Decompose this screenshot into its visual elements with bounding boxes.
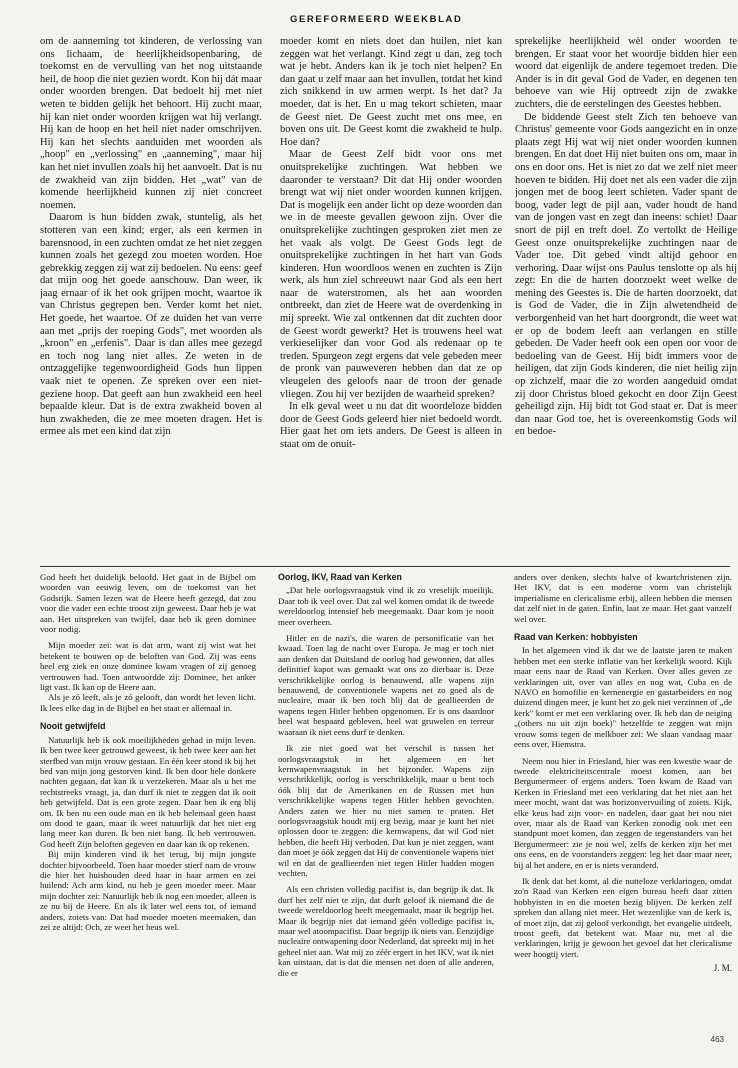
paragraph: De biddende Geest stelt Zich ten behoeve van Christus' gemeente voor Gods aangezicht en in onze plaats zegt Hij wat wij niet onder woorden kunnen brengen. En dat doet Hij niet buiten ons om, maar in ons en door ons. Het is niet zo dat we zelf niet meer hoeven te bidden. Hij doet net als een vader die zijn jongen met de boog leert schieten. Vader spant de boog, vader legt de pijl aan, vader houdt de hand van de jongen vast en zegt dan ineens: schiet! Daar snort de pijl en treft doel. Zo vertolkt de Heilige Geest onze onuitsprekelijke zuchtingen naar de Vader toe. Dit gebed vindt altijd gehoor en verhoring. Daar wijst ons Paulus tenslotte op als hij zegt: En die de harten doorzoekt weet welke de mening des Geestes is. Die de harten doorzoekt, dat is God de Vader, die in Zijn alwetendheid de verborgenheid van het hart doorgrondt, die weet wat er op de bodem leeft aan verlangen en stille gebeden. De Vader heeft ook een open oor voor de bedoeling van de Geest. Hij bidt immers voor de heiligen, dat zijn Gods kinderen, die niet heilig zijn op zichzelf, maar die zo worden aangeduid omdat zij door Christus bloed gekocht en door Zijn Geest geheiligd zijn. Hij bidt tot God staat er. Dat is meer dan naar God toe, het is overeenkomstig Gods wil en bedoe- [515,111,737,438]
paragraph: Natuurlijk heb ik ook moeilijkheden gehad in mijn leven. Ik ben twee keer getrouwd geweest, ik heb twee keer aan het sterfbed van mijn vrouw gestaan. En één keer stond ik bij het bed van mijn jong gestorven kind. Ik ben door hele donkere nachten gegaan, dat kan ik u verzekeren. Maar als u het me rechtstreeks vraagt, ja, dan durf ik niet te zeggen dat ik ooit heb getwijfeld. Dat is een grote zegen. Daar ben ik erg blij om. Ik ben nu een oude man en ik heb helemaal geen haast om dood te gaan, maar ik weet natuurlijk dat het niet erg lang meer kan duren. Ik ben niet bang. Ik heb vertrouwen. God heeft Zijn beloften gegeven en daar kan ik op rekenen. [40,734,256,849]
interview-column-3 [514,572,732,1032]
paragraph: Als een christen volledig pacifist is, dan begrijp ik dat. Ik durf het zelf niet te zijn, dat durft geloof ik niemand die de tweede wereldoorlog heeft meegemaakt, maar ik begrijp het. Maar ik begrijp niet dat iemand géén volledige pacifist is, maar wel atoompacifist. Daar begrijp ik niets van. Eenzijdige nucleaire ontwapening door Nederland, dat spreekt mij in het geheel niet aan. Wat mij zo zéér ergert in het IKV, wat ik niet kan uitstaan, dat is dat die mensen net doen of alle anderen, die er [278,884,494,978]
author-signature: J. M. [713,963,732,974]
paragraph: Bij mijn kinderen vind ik het terug, bij mijn jongste dochter bijvoorbeeld. Toen haar moeder stierf nam de vrouw die hier het huishouden deed haar in haar armen en zei huilend: Ach arm kind, nu heb je geen moeder meer. Maar mijn dochter zei: Natuurlijk heb ik nog een moeder, alleen is ze nu bij de Heere. En als ik later wel eens tot, of iemand anders, zoiets van: Dat had moeder moeten meemaken, dan zei ze altijd: Och, ze weet het heus wel. [40,849,256,932]
paragraph: God heeft het duidelijk beloofd. Het gaat in de Bijbel om woorden van eeuwig leven, om de toekomst van het Godsrijk. Samen lezen wat de Heere heeft gezegd, dat zou voor die vader een echte troost zijn geweest. Daar heb je wat aan. Het uitspreken van twijfel, daar heb ik geen dominee voor nodig. [40,572,256,635]
section-divider [40,566,730,567]
masthead-title: GEREFORMEERD WEEKBLAD [290,14,463,25]
paragraph: Ik denk dat het komt, al die nutteloze verklaringen, omdat zo'n Raad van Kerken een eigen bureau heeft daar zitten hobbyisten in en die moeten bezig blijven. De kerken zelf spreken dan allang niet meer. Het wezenlijke van de kerk is, of moet zijn, dat zij geloof verkondigt, het evangelie uitdeelt, troost geeft, dat betekent wat. Maar nu, met al die verklaringen, krijg je gewoon het gevoel dat het clericalisme weer hoogtij viert. [514,875,732,959]
paragraph: In het algemeen vind ik dat we de laatste jaren te maken hebben met een sterke inflatie van het kerkelijk woord. Kijk maar eens naar de Raad van Kerken. Over alles geven ze verklaringen uit, over van alles en nog wat, Cuba en de NAVO en homofilie en kernenergie en gastarbeiders en nog duizend dingen meer, je kunt het zo gek niet verzinnen of „de kerk" komt er met een verklaring over. Ik heb dan de neiging „(others nu uit zijn boek)" hetzelfde te zeggen wat mijn vrouw soms tegen de melkboer zei: We slaan vandaag maar eens over, Hiemstra. [514,645,732,750]
paragraph: Maar de Geest Zelf bidt voor ons met onuitsprekelijke zuchtingen. Wat hebben we daaronder te verstaan? Dit dat Hij onder woorden brengt wat wij niet onder woorden kunnen krijgen. Dat is mogelijk een ander licht op deze woorden dan we in de meeste gevallen gewoon zijn. Over die onuitsprekelijke zuchtingen gesproken ziet men ze het vaak als volgt. De Geest Gods legt de onuitsprekelijke zuchtingen in het hart van Gods kinderen. Hun woordloos wenen en zuchten is Zijn werk, als hun ziel schreeuwt naar God als een hert naar de waterstromen, als het aan woorden ontbreekt, dan ziet de Heere wat de overdenking in mij spreekt. Wie zal ontkennen dat dit zuchten door de Geest wordt gewerkt? Het is trouwens heel wat verkieselijker dan voor God als redenaar op te treden. Spurgeon zegt ergens dat vele gebeden meer de pronk van pauweveren hebben dan dat ze op vleugelen des geloofs naar de troon der genade vliegen. Zou hij ver bezijden de waarheid spreken? [280,149,502,400]
article-column-1 [40,36,262,564]
paragraph: anders over denken, slechts halve of kwartchristenen zijn. Het IKV, dat is een moderne vorm van christelijk imperialisme en clericalisme erbij, alleen hebben die mensen dat zelf niet in de gaten. Enfin, laat ze maar. Het gaat vanzelf wel over. [514,572,732,624]
paragraph: Hitler en de nazi's, die waren de personificatie van het kwaad. Toen lag de nacht over Europa. Je mag er toch niet aan denken dat Duitsland de oorlog had gewonnen, dat alles definitief kapot was gemaakt wat ons zo dierbaar is. Deze verschrikkelijke oorlog is benauwend, alle wapens zijn benauwend, de conventionele wapens net zo goed als de nucleaire, maar ik ben toch blij dat de geallieerden de wapens tegen Hitler hebben opgenomen. Er is ons daardoor heel wat bespaard gebleven, heel wat gruwelen en terreur waaraan ik niet eens durf te denken. [278,633,494,737]
page-number: 463 [710,1035,724,1044]
paragraph: om de aanneming tot kinderen, de verlossing van ons lichaam, de heerlijkheidsopenbaring, de toekomst en de vervulling van het nog uitstaande heil, de hoop die niet gezien wordt. Kon hij dát maar onder woorden brengen. Dat bedoelt hij met niet weten te bidden gelijk het behoort. Hij zucht maar, hij kan niet onder woorden krijgen wat hij verlangt. Hij kan de hoop en het heil niet nader omschrijven. Hij kan het slechts aanduiden met woorden als „hoop" en „verlossing" en „aanneming", maar hij kan het niet invullen zoals hij het aanvoelt. Dat is nu de zwakheid van zijn bidden. Het „wat" van de komende heerlijkheid kunnen zij niet concreet noemen. [40,36,262,211]
paragraph: „Dat hele oorlogsvraagstuk vind ik zo vreselijk moeilijk. Daar tob ik veel over. Dat zal wel komen omdat ik de tweede wereldoorlog intensief heb meegemaakt. Daar kom je nooit meer overheen. [278,585,494,627]
paragraph: Neem nou hier in Friesland, hier was een kwestie waar de tweede elektriciteitscentrale moest komen, aan het Bergumermeer of ergens anders. Toen kwam de Raad van Kerken in Friesland met een verklaring dat het niet aan het meer mocht, want dat was horizonvervuiling of zoiets. Kijk, elke keus had zijn voor- en nadelen, daar gaat het nou niet over, maar als de Raad van Kerken zonodig ook met een standpunt moet komen, dan zeggen de tegenstanders van het Bergumermeer: zie je nou wel, zelfs de kerken zijn het met ons eens, en de voorstanders zeggen: leg het daar maar neer, bij al het andere, en er is niets veranderd. [514,755,732,870]
paragraph: In elk geval weet u nu dat dit woordeloze bidden door de Geest Gods geleerd hier niet bedoeld wordt. Hier gaat het om iets anders. De Geest is alleen in staat om de onuit- [280,401,502,450]
section-heading: Oorlog, IKV, Raad van Kerken [278,572,402,582]
paragraph: Mijn moeder zei: wat is dat arm, want zij wist wat het betekent te bouwen op de beloften van God. Zij was eens heel erg ziek en onze dominee kwam vragen of zij genoeg vertrouwen had. Toen antwoordde zij: Dominee, het anker ligt vast. Ik kan op de Heere aan. [40,640,256,693]
interview-column-1 [40,572,256,1032]
section-heading: Nooit getwijfeld [40,721,106,732]
interview-column-2 [278,572,494,1032]
article-column-3 [515,36,737,564]
paragraph: moeder komt en niets doet dan huilen, niet kan zeggen wat het verlangt. Kind zegt u dan, zeg toch wat je hebt. Anders kan ik je toch niet helpen? En dan gaat u zelf maar aan het invullen, totdat het kind zich snikkend in uw armen werpt. Is het dat? Ja moeder, dat is het. En u mag tekort schieten, maar de Geest niet. De Geest zucht met ons mee, en boven ons uit. De Geest komt die zwakheid te hulp. Hoe dan? [280,36,502,148]
article-column-2 [280,36,502,564]
paragraph: Als je zó leeft, als je zó gelooft, dan wordt het leven licht. Ik lees elke dag in de Bijbel en het staat er allemaal in. [40,692,256,713]
paragraph: Daarom is hun bidden zwak, stuntelig, als het stotteren van een kind; erger, als een kermen in barensnood, in een zuchten omdat ze het niet zeggen kunnen zoals het gezegd zou moeten worden. Hoe gebrekkig zeggen zij wat zij bedoelen. Nu eens: geef dat mijn oog het goede aanschouw. Dan weer, ik jaag ernaar of ik het ook grijpen mocht, waartoe ik van Christus gegrepen ben. Verder komt het niet. Het goede, het waartoe. Of ze duiden het van verre aan met „prijs der roeping Gods", met woorden als „kroon" en „erfenis". Daar is dan alles mee gezegd en toch nog lang niet alles. Ze weten in de ontzaggelijke tegenwoordigheid Gods hun lippen vaak niet te openen. Ze spreken over een niet-geziene hoop. Dat geeft aan hun zwakheid een heel bepaalde kleur. Dat is de extra zwakheid boven al hun zwakheden, die ze mee moeten dragen. Het is ermee als met een kind dat zijn [40,212,262,438]
paragraph: sprekelijke heerlijkheid wèl onder woorden te brengen. Er staat voor het woordje bidden hier een woord dat eigenlijk de andere tegemoet treden. Die Ander is in dit geval God de Vader, en degenen ten behoeve van wie Hij optreedt zijn de zwakke zuchters, die de eerstelingen des Geestes hebben. [515,36,737,110]
paragraph: Ik zie niet goed wat het verschil is tussen het oorlogsvraagstuk in het algemeen en het kernwapenvraagstuk in het bijzonder. Wapens zijn verschrikkelijk, oorlog is verschrikkelijk, maar u bent toch óók blij dat de Amerikanen en de Russen met hun verschrikkelijke wapens tegen Hitler hebben gevochten. Anders zaten we hier nu niet samen te praten. Het oorlogsvraagstuk houdt mij erg bezig, maar je kunt het niet oplossen door te zeggen: die kernwapens, dat wil God niet hebben, die heeft Hij verboden. Dat kun je niet zeggen, want dan moet je óók zeggen dat Hij de conventionele wapens niet wil en dat de geallieerden niet tegen Hitler hadden mogen vechten. [278,743,494,878]
section-heading: Raad van Kerken: hobbyisten [514,632,638,643]
